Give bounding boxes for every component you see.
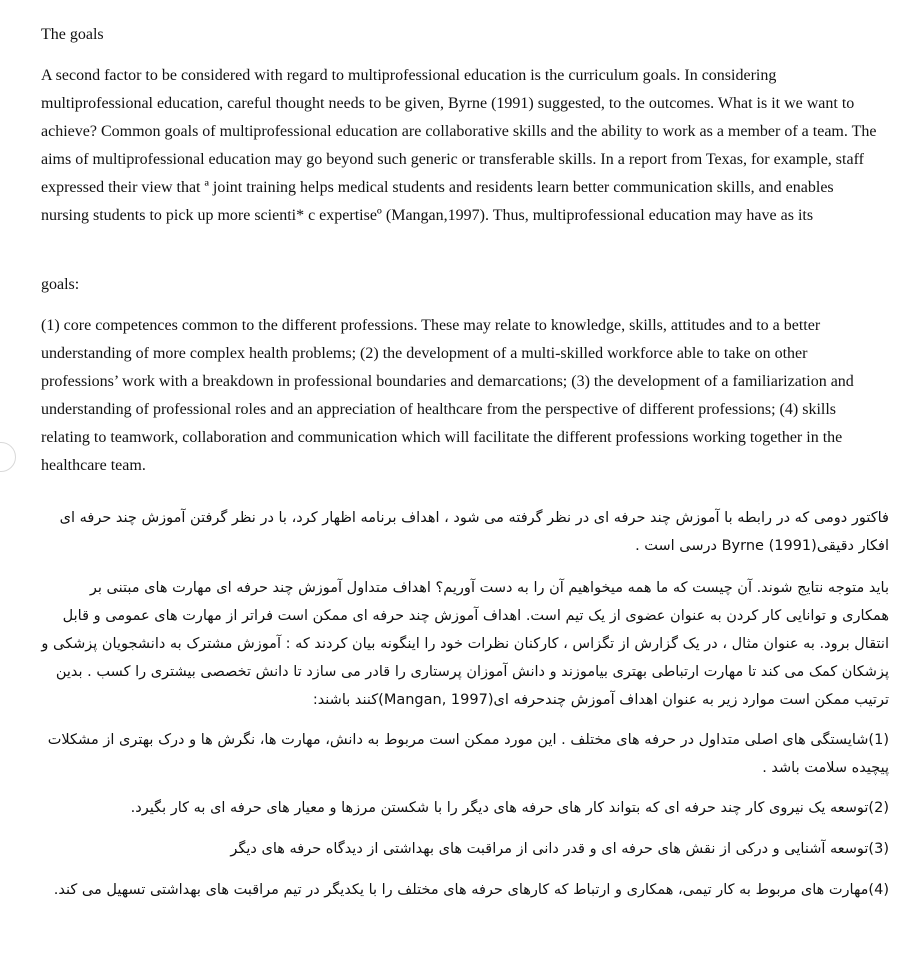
section-title: The goals bbox=[41, 26, 104, 43]
persian-goal-1: (1)شایستگی های اصلی متداول در حرفه های مختلف . این مورد ممکن است مربوط به دانش، مهارت ها، نگرش ها و درک بهتری از مشکلات پیچیده سلامت باشد . bbox=[47, 732, 889, 776]
persian-goal-3: (3)توسعه آشنایی و درکی از نقش های حرفه ای و قدر دانی از مراقبت های بهداشتی از دیدگاه حرفه های دیگر bbox=[230, 841, 889, 857]
english-intro-paragraph: A second factor to be considered with regard to multiprofessional education is the curriculum goals. In considering multiprofessional education, careful thought needs to be given, Byrne (1991) suggested, to the outcomes. What is it we want to achieve? Common goals of multiprofessional education are collaborative skills and the ability to work as a member of a team. The aims of multiprofessional education may go beyond such generic or transferable skills. In a report from Texas, for example, staff expressed their view that ª joint training helps medical students and residents learn better communication skills, and enables nursing students to pick up more scienti* c expertiseº (Mangan,1997). Thus, multiprofessional education may have as its bbox=[41, 67, 877, 224]
english-goals-list-paragraph: (1) core competences common to the different professions. These may relate to knowledge, skills, attitudes and to a better understanding of more complex health problems; (2) the development of a multi-skilled workforce able to take on other professions’ work with a breakdown in professional boundaries and demarcations; (3) the development of a familiarization and understanding of professional roles and an appreciation of healthcare from the perspective of different professions; (4) skills relating to teamwork, collaboration and communication which will facilitate the different professions working together in the healthcare team. bbox=[41, 317, 854, 474]
persian-paragraph-1: فاکتور دومی که در رابطه با آموزش چند حرفه ای در نظر گرفته می شود ، اهداف برنامه اظهار کرد، با در نظر گرفتن آموزش چند حرفه ای افکار دقیقی(1991) Byrne درسی است . bbox=[59, 510, 889, 554]
page-edge-circle bbox=[0, 442, 16, 472]
persian-goal-4: (4)مهارت های مربوط به کار تیمی، همکاری و ارتباط که کارهای حرفه های مختلف را با یکدیگر در تیم مراقبت های بهداشتی تسهیل می کند. bbox=[53, 882, 889, 898]
persian-goal-2: (2)توسعه یک نیروی کار چند حرفه ای که بتواند کار های حرفه های دیگر را با شکستن مرزها و معیار های حرفه ای به کار بگیرد. bbox=[130, 800, 889, 816]
goals-label: goals: bbox=[41, 276, 80, 293]
persian-paragraph-2: باید متوجه نتایج شوند. آن چیست که ما همه میخواهیم آن را به دست آوریم؟ اهداف متداول آموزش چند حرفه ای مهارت های مبتنی بر همکاری و توانایی کار کردن به عنوان عضوی از یک تیم است. اهداف آموزش چند حرفه ای ممکن است فراتر از مهارت های عمومی و قابل انتقال برود. به عنوان مثال ، در یک گزارش از تگزاس ، کارکنان نظرات خود را اینگونه بیان کردند که : آموزش مشترک به دانشجویان پزشکی و پزشکان کمک می کند تا مهارت ارتباطی بهتری بیاموزند و دانش آموزان پرستاری را قادر می سازد تا دانش تخصصی بیشتری را کسب . بدین ترتیب ممکن است موارد زیر به عنوان اهداف آموزش چندحرفه ای(Mangan, 1997)کنند باشند: bbox=[41, 580, 889, 708]
